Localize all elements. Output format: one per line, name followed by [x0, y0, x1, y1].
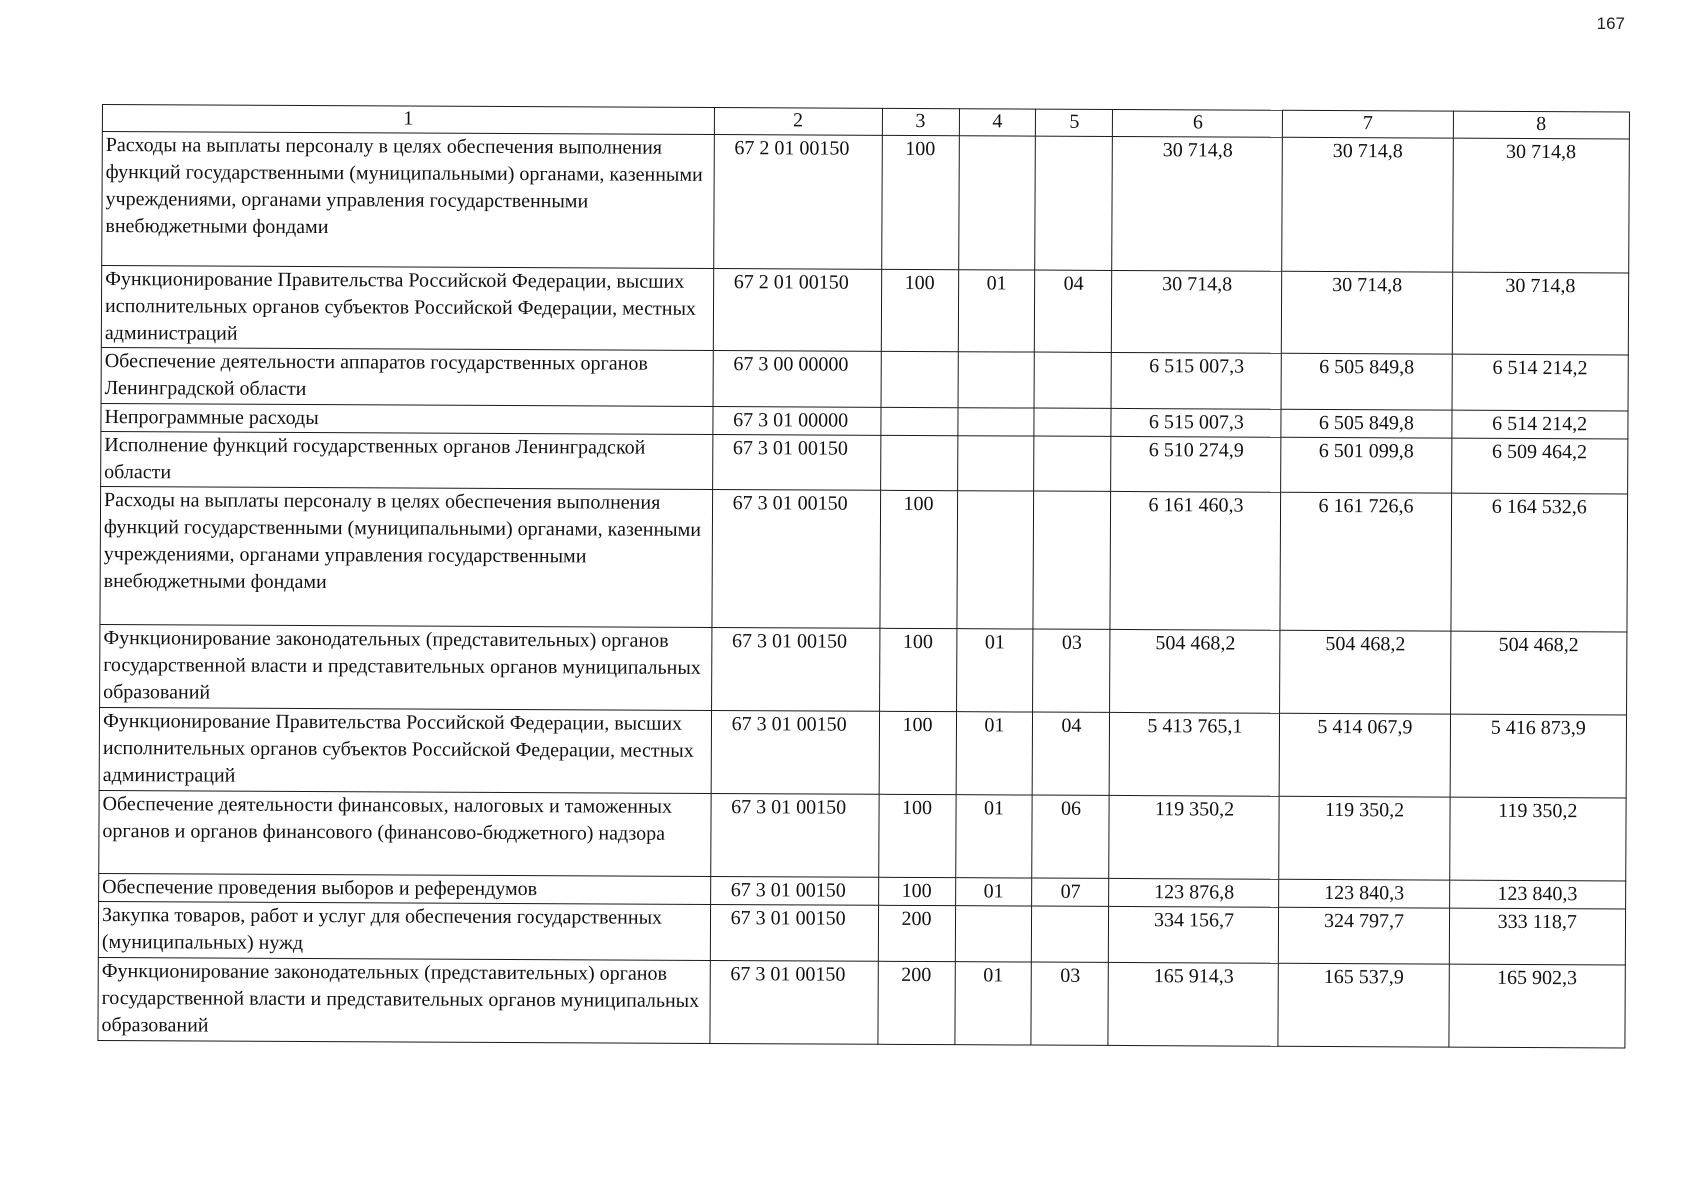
amount-col6: 6 515 007,3 — [1111, 408, 1281, 437]
target-article-code: 67 3 01 00150 — [712, 434, 880, 490]
amount-col8: 119 350,2 — [1449, 797, 1626, 881]
expense-type-code — [881, 351, 958, 407]
target-article-code: 67 3 01 00000 — [713, 406, 881, 435]
row-name: Обеспечение деятельности финансовых, налоговых и таможенных органов и органов финансового (финансово-бюджетного) надзора — [99, 790, 711, 876]
table-row — [101, 266, 1628, 355]
amount-col6: 123 876,8 — [1109, 878, 1279, 907]
amount-col8: 123 840,3 — [1449, 880, 1626, 909]
expense-type-code: 100 — [879, 490, 957, 628]
amount-col7: 165 537,9 — [1278, 963, 1448, 1047]
section-code — [957, 436, 1034, 491]
expense-type-code — [880, 435, 957, 490]
subsection-code: 04 — [1033, 712, 1110, 795]
section-code: 01 — [956, 712, 1033, 795]
expense-type-code: 100 — [878, 877, 955, 905]
section-code — [958, 352, 1035, 408]
amount-col6: 30 714,8 — [1112, 270, 1282, 353]
target-article-code: 67 3 01 00150 — [710, 793, 878, 877]
subsection-code: 03 — [1031, 962, 1108, 1045]
table-row — [98, 901, 1625, 964]
amount-col7: 6 161 726,6 — [1280, 492, 1451, 631]
amount-col8: 30 714,8 — [1452, 272, 1629, 355]
subsection-code — [1034, 408, 1111, 436]
amount-col8: 6 514 214,2 — [1452, 354, 1629, 411]
amount-col8: 333 118,7 — [1449, 908, 1626, 965]
target-article-code: 67 3 00 00000 — [713, 350, 881, 407]
row-name: Закупка товаров, работ и услуг для обеспечения государственных (муниципальных) нужд — [98, 901, 710, 960]
subsection-code — [1034, 436, 1111, 491]
expense-type-code: 100 — [879, 628, 956, 711]
column-header: 4 — [959, 109, 1036, 136]
amount-col6: 504 468,2 — [1110, 629, 1280, 713]
expense-type-code: 100 — [881, 135, 959, 269]
table-row — [99, 707, 1626, 797]
amount-col8: 5 416 873,9 — [1450, 714, 1627, 798]
column-header: 6 — [1113, 109, 1283, 137]
amount-col6: 6 510 274,9 — [1111, 436, 1281, 492]
amount-col8: 6 164 532,6 — [1450, 493, 1627, 632]
target-article-code: 67 2 01 00150 — [713, 268, 881, 351]
column-header: 3 — [882, 108, 959, 135]
table-row — [101, 347, 1628, 410]
amount-col7: 6 501 099,8 — [1281, 437, 1451, 493]
target-article-code: 67 3 01 00150 — [710, 960, 878, 1044]
target-article-code: 67 2 01 00150 — [713, 134, 882, 269]
amount-col6: 30 714,8 — [1112, 136, 1283, 271]
column-header: 7 — [1283, 110, 1453, 138]
target-article-code: 67 3 01 00150 — [710, 904, 878, 961]
table-row — [100, 624, 1627, 714]
section-code — [957, 408, 1034, 436]
subsection-code: 04 — [1035, 270, 1112, 352]
target-article-code: 67 3 01 00150 — [712, 489, 881, 628]
section-code: 01 — [956, 629, 1033, 712]
amount-col7: 30 714,8 — [1282, 271, 1452, 354]
amount-col6: 6 515 007,3 — [1111, 352, 1281, 409]
row-name: Расходы на выплаты персоналу в целях обеспечения выполнения функций государственными (муниципальными) органами, казенными учреждениями, органами управления государственными внебюджетными фондами — [102, 132, 714, 269]
row-name: Функционирование Правительства Российской Федерации, высших исполнительных органов субъектов Российской Федерации, местных администраций — [101, 266, 713, 351]
column-header: 8 — [1453, 111, 1630, 139]
row-name: Функционирование законодательных (представительных) органов государственной власти и представительных органов муниципальных образований — [98, 957, 710, 1043]
table-row — [101, 431, 1628, 493]
section-code: 01 — [955, 878, 1032, 906]
column-header: 5 — [1036, 109, 1113, 136]
section-code: 01 — [954, 962, 1031, 1045]
amount-col7: 123 840,3 — [1279, 879, 1449, 908]
amount-col7: 30 714,8 — [1282, 137, 1453, 272]
subsection-code — [1032, 906, 1109, 962]
amount-col8: 165 902,3 — [1448, 964, 1625, 1048]
column-header: 1 — [102, 105, 714, 135]
row-name: Расходы на выплаты персоналу в целях обеспечения выполнения функций государственными (муниципальными) органами, казенными учреждениями, органами управления государственными внебюджетными фондами — [100, 486, 712, 627]
subsection-code: 03 — [1033, 629, 1110, 712]
row-name: Обеспечение проведения выборов и референдумов — [99, 873, 711, 904]
subsection-code — [1035, 136, 1113, 270]
row-name: Обеспечение деятельности аппаратов государственных органов Ленинградской области — [101, 347, 713, 406]
amount-col8: 6 509 464,2 — [1451, 438, 1628, 494]
subsection-code — [1033, 491, 1111, 629]
subsection-code — [1035, 352, 1112, 408]
subsection-code: 07 — [1032, 878, 1109, 906]
section-code: 01 — [955, 795, 1032, 878]
expense-type-code: 100 — [881, 269, 958, 351]
section-code — [956, 491, 1034, 629]
amount-col8: 6 514 214,2 — [1451, 410, 1628, 439]
amount-col6: 334 156,7 — [1109, 906, 1279, 963]
target-article-code: 67 3 01 00150 — [711, 710, 879, 794]
column-header: 2 — [714, 107, 882, 135]
target-article-code: 67 3 01 00150 — [711, 627, 879, 711]
amount-col6: 119 350,2 — [1109, 795, 1279, 879]
amount-col8: 30 714,8 — [1452, 138, 1629, 273]
amount-col7: 6 505 849,8 — [1282, 353, 1452, 410]
expense-type-code: 100 — [878, 794, 955, 877]
expense-type-code: 100 — [879, 711, 956, 794]
table-row — [99, 790, 1626, 880]
table-row — [98, 957, 1625, 1047]
page-number: 167 — [1596, 14, 1625, 33]
target-article-code: 67 3 01 00150 — [710, 876, 878, 905]
section-code: 01 — [958, 270, 1035, 352]
row-name: Непрограммные расходы — [101, 403, 713, 434]
table-row — [102, 132, 1630, 273]
table-row — [100, 486, 1628, 631]
budget-table — [97, 104, 1630, 1048]
amount-col7: 6 505 849,8 — [1281, 409, 1451, 438]
amount-col7: 504 468,2 — [1280, 630, 1450, 714]
expense-type-code — [880, 407, 957, 435]
amount-col7: 119 350,2 — [1279, 796, 1449, 880]
amount-col8: 504 468,2 — [1450, 631, 1627, 715]
expense-type-code: 200 — [877, 961, 954, 1044]
expense-type-code: 200 — [878, 905, 955, 961]
section-code — [955, 906, 1032, 962]
amount-col7: 324 797,7 — [1279, 907, 1449, 964]
amount-col6: 165 914,3 — [1108, 962, 1278, 1046]
row-name: Функционирование Правительства Российской Федерации, высших исполнительных органов субъектов Российской Федерации, местных администраций — [99, 707, 711, 793]
subsection-code: 06 — [1032, 795, 1109, 878]
amount-col7: 5 414 067,9 — [1280, 713, 1450, 797]
section-code — [958, 136, 1036, 270]
row-name: Функционирование законодательных (представительных) органов государственной власти и представительных органов муниципальных образований — [100, 624, 712, 710]
amount-col6: 5 413 765,1 — [1110, 712, 1280, 796]
row-name: Исполнение функций государственных органов Ленинградской области — [101, 431, 713, 489]
amount-col6: 6 161 460,3 — [1110, 491, 1281, 630]
